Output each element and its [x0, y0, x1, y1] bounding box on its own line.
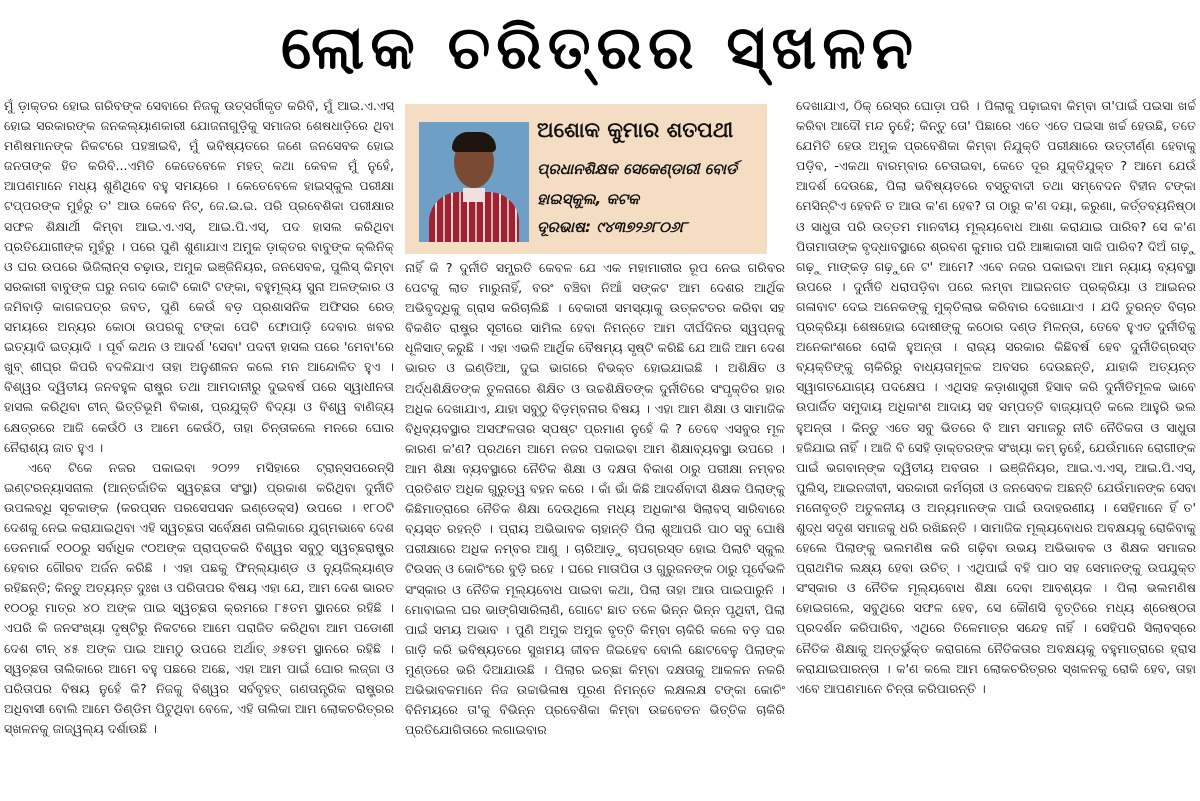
author-designation: ପ୍ରଧାନଶିକ୍ଷକ ସେକେଣ୍ଡାରୀ ବୋର୍ଡ [537, 160, 738, 178]
author-school: ହାଇସ୍କୁଲ, କଟକ [537, 190, 640, 208]
article-column-1 [4, 96, 394, 801]
author-phone: ଦୂରଭାଷ: ୯୪୩୭୨୬୮୦୬୮ [537, 218, 688, 236]
column1-paragraph-1: ମୁଁ ଡ଼ାକ୍ତର ହୋଇ ଗରିବଙ୍କ ସେବାରେ ନିଜକୁ ଉତ୍ସର୍ଗୀକୃତ କରିବି, ମୁଁ ଆଇ.ଏ.ଏସ୍ ହୋଇ ସରକାରଙ୍କ ଜନକଲ୍ୟାଣକାରୀ ଯୋଜନାଗୁଡ଼ିକୁ ସମାଜର ଶେଷଧାଡ଼ିରେ ଥିବା ମଣିଷମାନଙ୍କ ନିକଟରେ ପହଞ୍ଚାଇବି, ମୁଁ ଭବିଷ୍ୟତରେ ଜଣେ ଜନସେବକ ହୋଇ ଜନତାଙ୍କ ହିତ କରିବି...ଏମିତି କେତେବେଳେ ମହତ୍ କଥା କେବଳ ମୁଁ ନୁହେଁ, ଆପଣମାନେ ମଧ୍ୟ ଶୁଣିଥିବେ ବହୁ ସମୟରେ । କେତେବେଳେ ହାଇସ୍କୁଲ ପରୀକ୍ଷା ଟପ୍ପରଙ୍କ ମୁହଁରୁ ତ' ଆଉ କେବେ ନିଟ୍, ଜେ.ଇ.ଇ. ପରି ପ୍ରବେଶିକା ପରୀକ୍ଷାର ସଫଳ ଶିକ୍ଷାର୍ଥୀ କିମ୍ବା ଆଇ.ଏ.ଏସ୍, ଆଇ.ପି.ଏସ୍, ପଦ ହାସଲ କରିଥିବା ପ୍ରତିଯୋଗୀଙ୍କ ମୁହଁରୁ । ପରେ ପୁଣି ଶୁଣାଯାଏ ଅମୁକ ଡ଼ାକ୍ତର ବାବୁଙ୍କ କ୍ଲିନିକ୍ ଓ ଘର ଉପରେ ଭିଜିଲାନ୍ସ ଚଢ଼ାଉ, ଅମୁକ ଇଞ୍ଜିନିୟର, ଜନସେବକ, ପୁଲିସ୍ କିମ୍ବା ସରକାରୀ ବାବୁଙ୍କ ଘରୁ ନଗଦ କୋଟି କୋଟି ଟଙ୍କା, ବହୁମୂଲ୍ୟ ସୁନା ଅଳଙ୍କାର ଓ ଜମିବାଡ଼ି କାଗଜପତ୍ର ଜବତ, ପୁଣି କେଉଁ ବଡ଼ ପ୍ରଶାସନିକ ଅଫିସର ରେଡ୍ ସମୟରେ ଅନ୍ୟର କୋଠା ଉପରକୁ ଟଙ୍କା ପେଟି ଫୋପାଡ଼ି ଦେବାର ଖବର ଇତ୍ୟାଦି ଇତ୍ୟାଦି । ପୂର୍ବ କଥନ ଓ ଆଦର୍ଶ 'ସେବା' ପଦବୀ ହାସଲ ପରେ 'ମେବା'ରେ ଖୁବ୍ ଶୀଘ୍ର କିପରି ବଦଳିଯାଏ ତାହା ଅନୁଶୀଳନ କଲେ ମନ ଆନ୍ଦୋଳିତ ହୁଏ । ବିଶ୍ୱର ଦ୍ୱିତୀୟ ଜନବହୁଳ ରାଷ୍ଟ୍ର ତଥା ଆମଦାନୀରୁ ଦୁଇବର୍ଷ ପରେ ସ୍ୱାଧୀନତା ହାସଲ କରିଥିବା ଚୀନ୍ ଭିତ୍ତିଭୂମି ବିକାଶ, ପ୍ରଯୁକ୍ତି ବିଦ୍ୟା ଓ ବିଶ୍ୱ ବାଣିଜ୍ୟ କ୍ଷେତ୍ରରେ ଆଜି କେଉଁଠି ଓ ଆମେ କେଉଁଠି, ତାହା ଚିନ୍ତାକଲେ ମନରେ ଘୋର ନୈରାଶ୍ୟ ଜାତ ହୁଏ । [4, 98, 394, 455]
column2-paragraph-1: ନାହିଁ କି ? ଦୁର୍ନୀତି ସମ୍ପ୍ରତି କେବଳ ଯେ ଏକ ମହାମାରୀର ରୂପ ନେଇ ଗରିବର ପେଟକୁ ଲାତ ମାରୁନାହିଁ, ବରଂ ବଞ୍ଚିବା ନିଆଁ ସଙ୍କଟ ଆମ ଦେଶର ଆର୍ଥିକ ଅଭିବୃଦ୍ଧିକୁ ଗ୍ରାସ କରିଚାଲିଛି । ବେକାରୀ ସମସ୍ୟାକୁ ଉତ୍କଟତର କରିବା ସହ ବିକଶିତ ରାଷ୍ଟ୍ର ସୂଚୀରେ ସାମିଲ ହେବା ନିମନ୍ତେ ଆମ ଦୀର୍ଘଦିନର ସ୍ୱପ୍ନକୁ ଧୂଳିସାତ୍ କରୁଛି । ଏହା ଏଭଳି ଆର୍ଥିକ ବୈଷମ୍ୟ ସୃଷ୍ଟି କରିଛି ଯେ ଆଜି ଆମ ଦେଶ ଭାରତ ଓ ଇଣ୍ଡିଆ, ଦୁଇ ଭାଗରେ ବିଭକ୍ତ ହୋଇଯାଇଛି । ଅଶିକ୍ଷିତ ଓ ଅର୍ଦ୍ଧଶିକ୍ଷିତଙ୍କ ତୁଳନାରେ ଶିକ୍ଷିତ ଓ ଉଚ୍ଚଶିକ୍ଷିତଙ୍କ ଦୁର୍ନୀତିରେ ସଂପୃକ୍ତିର ହାର ଅଧିକ ଦେଖାଯାଏ, ଯାହା ସବୁଠୁ ବିଡ଼ମ୍ବନାର ବିଷୟ । ଏହା ଆମ ଶିକ୍ଷା ଓ ସାମାଜିକ ବିଧିବ୍ୟବସ୍ଥାର ଅସଫଳତାର ସ୍ପଷ୍ଟ ପ୍ରମାଣ ନୁହେଁ କି ? ତେବେ ଏସବୁର ମୂଳ କାରଣ କ'ଣ? ପ୍ରଥମେ ଆମେ ନଜର ପକାଇବା ଆମ ଶିକ୍ଷାବ୍ୟବସ୍ଥା ଉପରେ । ଆମ ଶିକ୍ଷା ବ୍ୟବସ୍ଥାରେ ନୈତିକ ଶିକ୍ଷା ଓ ଦକ୍ଷତା ବିକାଶ ଠାରୁ ପରୀକ୍ଷା ନମ୍ବର ପ୍ରତିଶତ ଅଧିକ ଗୁରୁତ୍ୱ ବହନ କରେ । କାଁ ଭାଁ କିଛି ଆଦର୍ଶବାଦୀ ଶିକ୍ଷକ ପିଲାଙ୍କୁ କିଛିମାତ୍ରାରେ ନୈତିକ ଶିକ୍ଷା ଦେଉଥିଲେ ମଧ୍ୟ ଅଧିକାଂଶ ସିଲାବସ୍ ସାରିବାରେ ବ୍ୟସ୍ତ ରହନ୍ତି । ପ୍ରାୟ ଅଭିଭାବକ ଚାହାନ୍ତି ପିଲା ଶୁଆପରି ପାଠ ସବୁ ଘୋଷି ପରୀକ୍ଷାରେ ଅଧିକ ନମ୍ବର ଆଣୁ । ଚାରିଆଡ଼ୁ ଚାପଗ୍ରସ୍ତ ହୋଇ ପିଲାଟି ସ୍କୁଲ ଟିଉସନ୍ ଓ କୋଚିଂରେ ବୁଡ଼ି ରହେ । ଘରେ ମାତାପିତା ଓ ଗୁରୁଜନଙ୍କ ଠାରୁ ପୂର୍ବେଭଳି ସଂସ୍କାର ଓ ନୈତିକ ମୂଲ୍ୟବୋଧ ପାଇବା କଥା, ପିଲା ତାହା ଆଉ ପାଇପାରୁନି । ମୋବାଇଲ ଘର ଭାଙ୍ଗିସାରିଲାଣି, ଗୋଟେ ଛାତ ତଳେ ଭିନ୍ନ ଭିନ୍ନ ପୃଥିବୀ, ପିଲା ପାଇଁ ସମୟ ଅଭାବ । ପୁଣି ଅମୁକ ଅମୁକ ବୃତ୍ତି କିମ୍ବା ଚାକିରି କଲେ ବଡ଼ ଘର ଗାଡ଼ି କରି ଭବିଷ୍ୟତରେ ସୁଖମୟ ଜୀବନ ଜିଇହେବ ବୋଲି ଛୋଟବେଳୁ ପିଲାଙ୍କ ମୁଣ୍ଡରେ ଭରି ଦିଆଯାଉଛି । ପିଲାର ଇଚ୍ଛା କିମ୍ବା ଦକ୍ଷତାକୁ ଆକଳନ ନକରି ଅଭିଭାବକମାନେ ନିଜ ଉଚ୍ଚାଭିଳାଷ ପୂରଣ ନିମନ୍ତେ ଲକ୍ଷଲକ୍ଷ ଟଙ୍କା କୋଚିଂ ବିନିମୟରେ ତା'କୁ ବିଭିନ୍ନ ପ୍ରବେଶିକା କିମ୍ବା ଉଚ୍ଚବେତନ ଭିତ୍ତିକ ଚାକିରି ପ୍ରତିଯୋଗିତାରେ ଲଗାଇବାର [405, 260, 785, 738]
author-name: ଅଶୋକ କୁମାର ଶତପଥୀ [537, 118, 734, 142]
article-column-2 [405, 258, 785, 801]
column1-paragraph-2: ଏବେ ଟିକେ ନଜର ପକାଇବା ୨୦୨୨ ମସିହାରେ ଟ୍ରାନ୍ସପରେନ୍ସି ଇଣ୍ଟରନ୍ୟାସନାଲ (ଆନ୍ତର୍ଜାତିକ ସ୍ୱଚ୍ଛତା ସଂସ୍ଥା) ପ୍ରକାଶ କରିଥିବା ଦୁର୍ନୀତି ଉପଲବ୍ଧି ସୂଚକାଙ୍କ (କରପ୍ସନ ପରସେପସନ ଇଣ୍ଡେକ୍ସ) ଉପରେ । ୧୮୦ଟି ଦେଶକୁ ନେଇ କରାଯାଇଥିବା ଏହି ସ୍ୱଚ୍ଛତା ସର୍ବେକ୍ଷଣ ତାଲିକାରେ ଯୁଗ୍ମଭାବେ ଦେଶ ଡେନମାର୍କ ୧୦୦ରୁ ସର୍ବାଧିକ ୯୦ଅଙ୍କ ପ୍ରାପ୍ତକରି ବିଶ୍ୱର ସବୁଠୁ ସ୍ୱଚ୍ଛରାଷ୍ଟ୍ର ହେବାର ଗୌରବ ଅର୍ଜନ କରିଛି । ଏହା ପଛକୁ ଫିନ୍‌ଲ୍ୟାଣ୍ଡ ଓ ନ୍ୟୁଜିଲ୍ୟାଣ୍ଡ ରହିଛନ୍ତି; କିନ୍ତୁ ଅତ୍ୟନ୍ତ ଦୁଃଖ ଓ ପରିତାପର ବିଷୟ ଏହା ଯେ, ଆମ ଦେଶ ଭାରତ ୧୦୦ରୁ ମାତ୍ର ୪୦ ଅଙ୍କ ପାଇ ସ୍ୱଚ୍ଛତା କ୍ରମରେ ୮୫ତମ ସ୍ଥାନରେ ରହିଛି । ଏପରି କି ଜନସଂଖ୍ୟା ଦୃଷ୍ଟିରୁ ନିକଟରେ ଆମେ ପରାଜିତ କରିଥିବା ଆମ ପଡୋଶୀ ଦେଶ ଚୀନ୍ ୪୫ ଅଙ୍କ ପାଇ ଆମଠୁ ଉପରେ ଅର୍ଥାତ୍ ୬୫ତମ ସ୍ଥାନରେ ରହିଛି । ସ୍ୱଚ୍ଛତା ତାଲିକାରେ ଆମେ ବହୁ ପଛରେ ଅଛେ, ଏହା ଆମ ପାଇଁ ଘୋର ଲଜ୍ଜା ଓ ପରିତାପର ବିଷୟ ନୁହେଁ କି? ନିଜକୁ ବିଶ୍ୱର ସର୍ବବୃହତ୍ ଗଣତାନ୍ତ୍ରିକ ରାଷ୍ଟ୍ରର ଅଧିବାସୀ ବୋଲି ଆମେ ଡିଣ୍ଡିମ ପିଟୁଥିବା ବେଳେ, ଏହି ତାଲିକା ଆମ ଲୋକଚରିତ୍ରର ସ୍ଖଳନକୁ ଜାଜ୍ୱଲ୍ୟ ଦର୍ଶାଉଛି । [4, 459, 394, 736]
author-photo [419, 122, 529, 242]
author-byline-box [405, 104, 767, 254]
column3-paragraph-1: ଦେଖାଯାଏ, ଠିକ୍ ରେସ୍‌ର ଘୋଡ଼ା ପରି । ପିଲାକୁ ପଢ଼ାଇବା କିମ୍ବା ତା'ପାଇଁ ପଇସା ଖର୍ଚ୍ଚ କରିବା ଆଦୌ ମନ୍ଦ ନୁହେଁ; କିନ୍ତୁ ତୋ' ପିଛାରେ ଏତେ ଏତେ ପଇସା ଖର୍ଚ୍ଚ ହେଉଛି, ତତେ ଯେମିତି ହେଉ ଅମୁକ ପ୍ରବେଶିକା କିମ୍ବା ନିଯୁକ୍ତି ପରୀକ୍ଷାରେ ଉତ୍ତୀର୍ଣ୍ଣ ହେବାକୁ ପଡ଼ିବ, -ଏକଥା ବାରମ୍ବାର ଚେତାଇବା, କେତେ ଦୂର ଯୁକ୍ତିଯୁକ୍ତ ? ଆମେ ଯେଉଁ ଆଦର୍ଶ ଦେଉଛେ, ପିଲା ଭବିଷ୍ୟତରେ ବସ୍ତୁବାଦୀ ତଥା ସମ୍ବେଦନ ବିହୀନ ଟଙ୍କା ମେସିନ୍‌ଟିଏ ହେବନି ତ ଆଉ କ'ଣ ହେବ? ତା ଠାରୁ କ'ଣ ଦୟା, କରୁଣା, କର୍ତ୍ତବ୍ୟନିଷ୍ଠା ଓ ସାଧୁତା ପରି ଉତ୍ତମ ମାନବୀୟ ମୂଲ୍ୟବୋଧ ଆଶା କରାଯାଇ ପାରିବ? ସେ କ'ଣ ପିତାମାତାଙ୍କ ବୃଦ୍ଧାବସ୍ଥାରେ ଶ୍ରବଣ କୁମାର ପରି ଆଜ୍ଞାକାରୀ ସାଜି ପାରିବ? ଦିଅଁ ଗଢ଼ୁ ଗଢ଼ୁ ମାଙ୍କଡ଼ ଗଢ଼ୁନେ ଟ' ଆମେ? ଏବେ ନଜର ପକାଇବା ଆମ ନ୍ୟାୟ ବ୍ୟବସ୍ଥା ଉପରେ । ଦୁର୍ନୀତି ଧରାପଡ଼ିବା ପରେ ଲମ୍ବା ଆଇନଗତ ପ୍ରକ୍ରିୟା ଓ ଆଇନର ଗଳାବାଟ ଦେଇ ଅନେକଙ୍କୁ ମୁକ୍ତିଲାଭ କରିବାର ଦେଖାଯାଏ । ଯଦି ତୁରନ୍ତ ବିଚାର ପ୍ରକ୍ରିୟା ଶେଷହୋଇ ଦୋଷୀଙ୍କୁ କଠୋର ଦଣ୍ଡ ମିଳନ୍ତା, ତେବେ ହୁଏତ ଦୁର୍ନୀତିକୁ ଅନେକାଂଶରେ ରୋକି ହୁଅନ୍ତା । ରାଜ୍ୟ ସରକାର କିଛିବର୍ଷ ହେବ ଦୁର୍ନୀତିଗ୍ରସ୍ତ ବ୍ୟକ୍ତିଙ୍କୁ ଚାକିରିରୁ ବାଧ୍ୟତାମୂଳକ ଅବସର ଦେଉଛନ୍ତି, ଯାହାକି ଅତ୍ୟନ୍ତ ସ୍ୱାଗତଯୋଗ୍ୟ ପଦକ୍ଷେପ । ଏଥିସହ କଡ଼ାଶାସ୍ତ୍ରୀ ହିସାବ କରି ଦୁର୍ନୀତିମୂଳକ ଭାବେ ଉପାର୍ଜିତ ସମୁଦାୟ ଅଧିକାଂଶ ଆଦାୟ ସହ ସମ୍ପତ୍ତି ବାଜ୍ୟାପ୍ତି କଲେ ଆହୁରି ଭଲ ହୁଅନ୍ତା । କିନ୍ତୁ ଏତେ ସବୁ ଭିତରେ ବି ଆମ ସମାଜରୁ ନୀତି ନୈତିକତା ଓ ସାଧୁତା ହଜିଯାଇ ନାହିଁ । ଆଜି ବି ସେହି ଡ଼ାକ୍ତରଙ୍କ ସଂଖ୍ୟା କମ୍ ନୁହେଁ, ଯେଉଁମାନେ ରୋଗୀଙ୍କ ପାଇଁ ଭଗବାନ୍‌ଙ୍କ ଦ୍ୱିତୀୟ ଅବତାର । ଇଞ୍ଜିନିୟର, ଆଇ.ଏ.ଏସ୍, ଆଇ.ପି.ଏସ୍, ପୁଲିସ୍, ଆଇନଜୀବୀ, ସରକାରୀ କର୍ମଚାରୀ ଓ ଜନସେବକ ଅଛନ୍ତି ଯେଉଁମାନଙ୍କ ସେବା ମନୋବୃତ୍ତି ଅତୁଳନୀୟ ଓ ଅନ୍ୟମାନଙ୍କ ପାଇଁ ଉଦାହରଣୀୟ । ସେହିମାନେ ହିଁ ତ' ଶୁଦ୍ଧ ସଦୃଶ ସମାଜକୁ ଧରି ରଖିଛନ୍ତି । ସାମାଜିକ ମୂଲ୍ୟବୋଧର ଅବକ୍ଷୟକୁ ରୋକିବାକୁ ହେଲେ ପିଲାଙ୍କୁ ଭଲମଣିଷ କରି ଗଢ଼ିବା ଉଭୟ ଅଭିଭାବକ ଓ ଶିକ୍ଷକ ସମାଜର ପ୍ରାଥମିକ ଲକ୍ଷ୍ୟ ହେବା ଉଚିତ୍ । ଏଥିପାଇଁ ବହି ପାଠ ସହ ସେମାନଙ୍କୁ ଉପଯୁକ୍ତ ସଂସ୍କାର ଓ ନୈତିକ ମୂଲ୍ୟବୋଧ ଶିକ୍ଷା ଦେବା ଆବଶ୍ୟକ । ପିଲା ଭଲମଣିଷ ହୋଇଗଲେ, ସବୁଥିରେ ସଫଳ ହେବ, ସେ କୌଣସି ବୃତ୍ତିରେ ମଧ୍ୟ ଶ୍ରେଷ୍ଠତା ପ୍ରଦର୍ଶନ କରିପାରିବ, ଏଥିରେ ତିଳେମାତ୍ର ସନ୍ଦେହ ନାହିଁ । ସେହିପରି ସିଲାବସ୍‌ରେ ନୈତିକ ଶିକ୍ଷାକୁ ଅନ୍ତର୍ଭୁକ୍ତ କରାଗଲେ ନୈତିକତାର ଅବକ୍ଷୟକୁ ବହୁମାତ୍ରାରେ ହ୍ରାସ କରାଯାଇପାରନ୍ତା । କ'ଣ କଲେ ଆମ ଲୋକଚରିତ୍ରର ସ୍ଖଳନକୁ ରୋକି ହେବ, ତାହା ଏବେ ଆପଣମାନେ ଚିନ୍ତା କରିପାରନ୍ତି । [796, 98, 1196, 696]
headline: ଲୋକ ଚରିତ୍ରର ସ୍ଖଳନ [281, 13, 919, 83]
article-column-3 [796, 96, 1196, 801]
